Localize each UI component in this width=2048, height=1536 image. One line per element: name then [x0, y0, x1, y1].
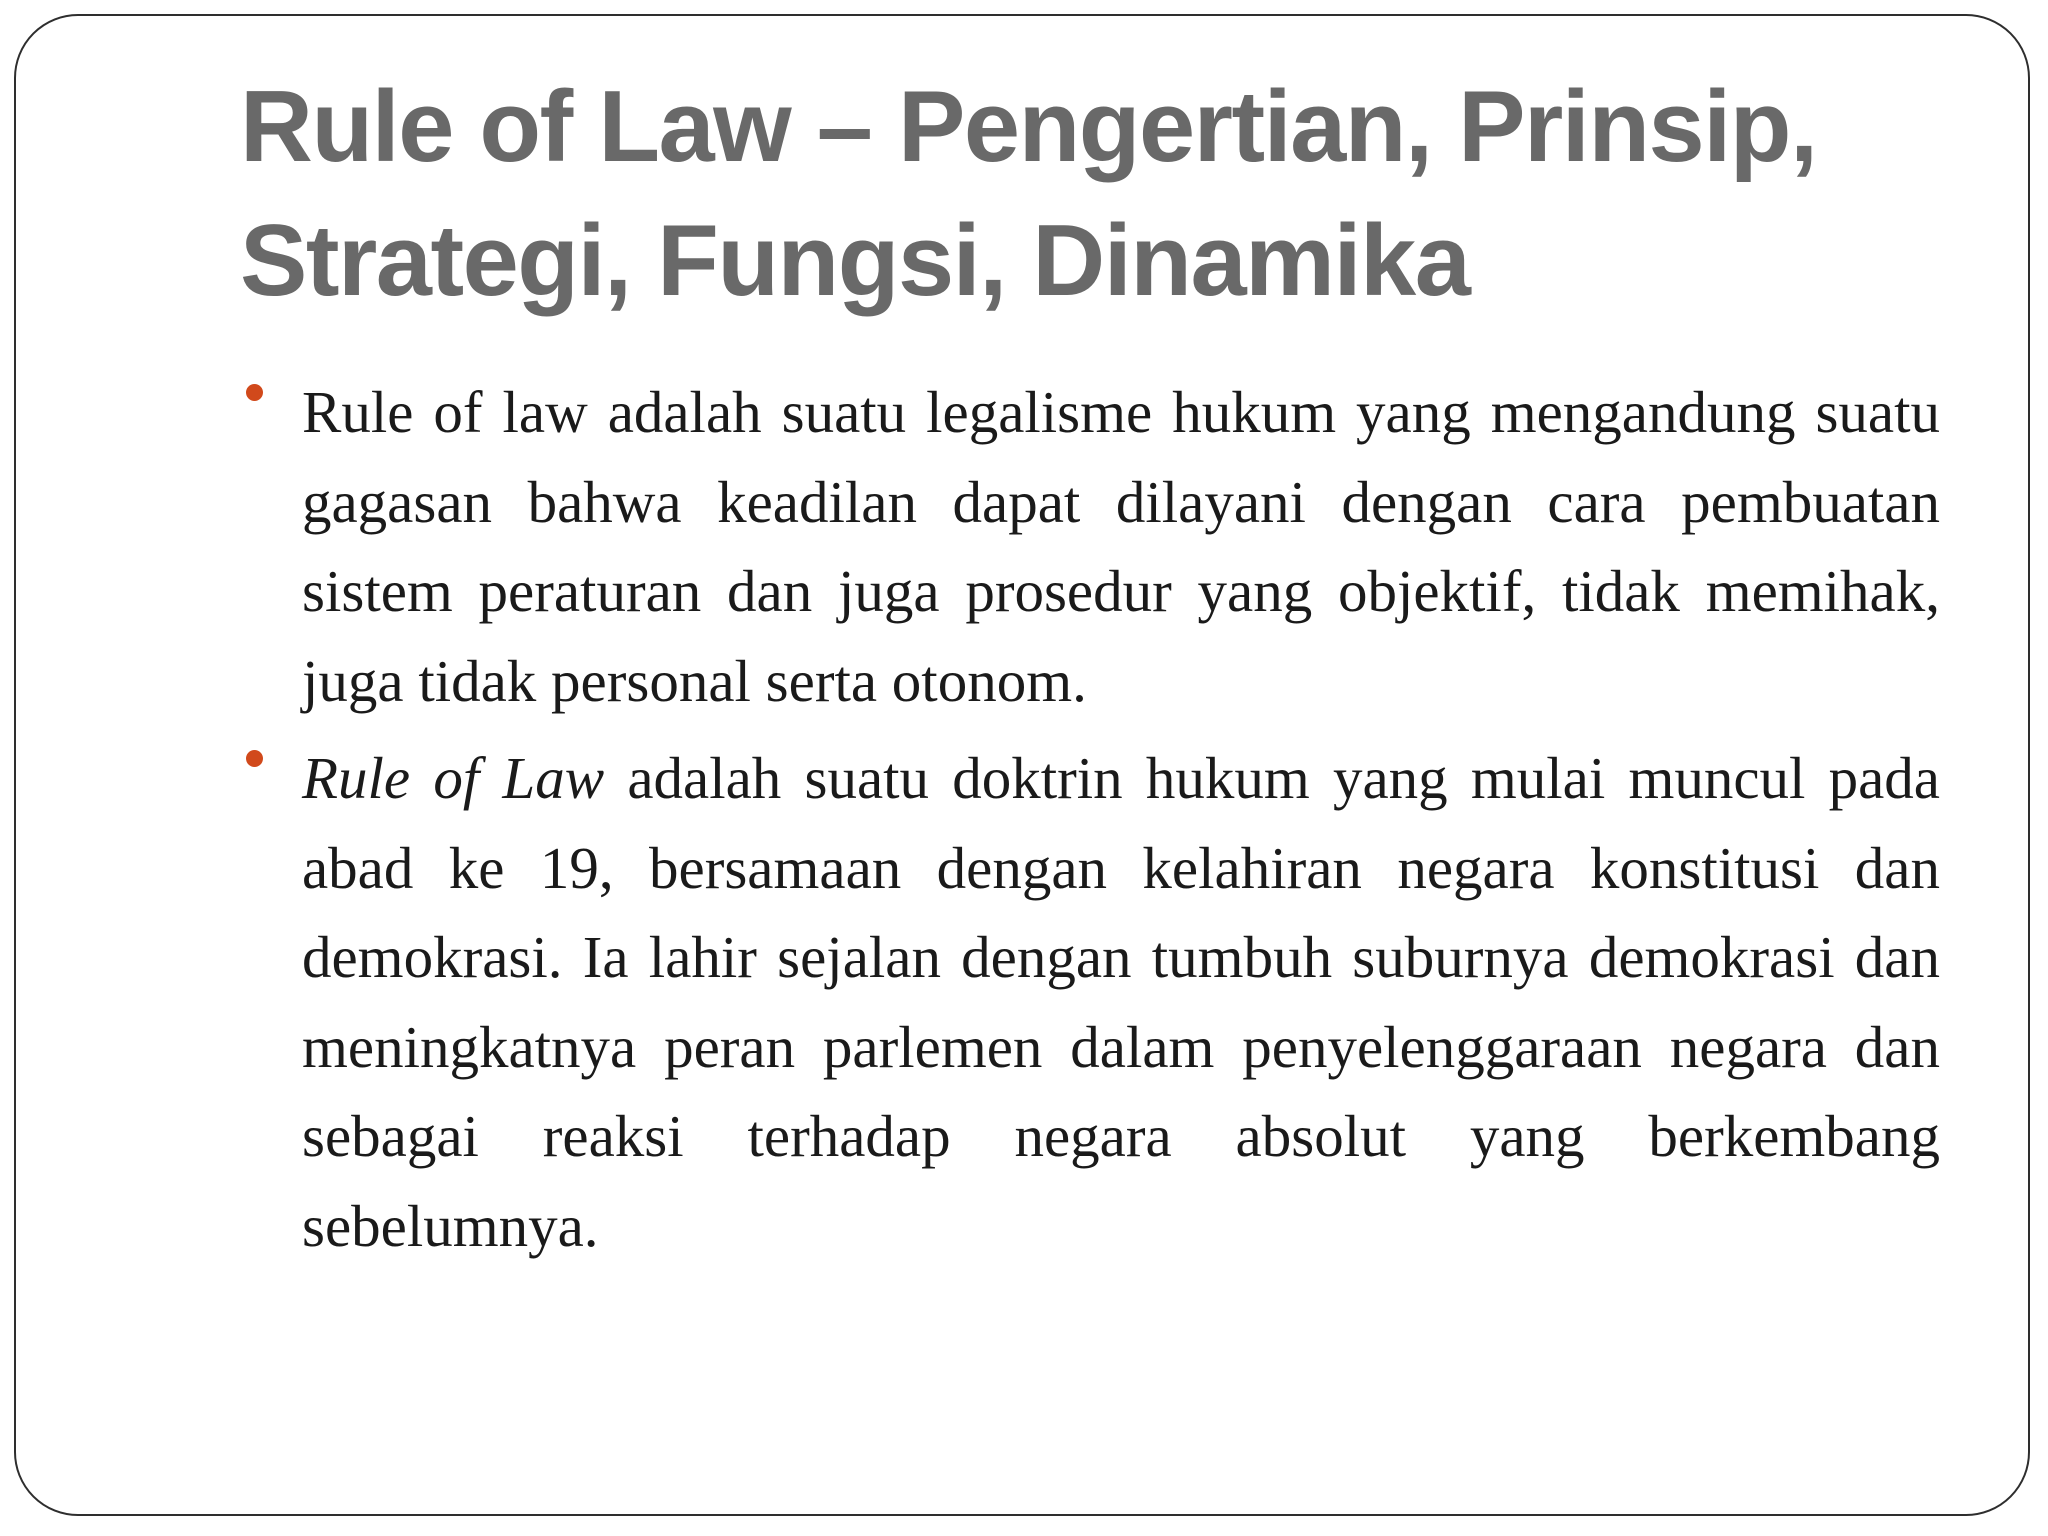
bullet-item	[246, 368, 1940, 726]
bullet-body: Rule of law adalah suatu legalisme hukum yang mengandung suatu gagasan bahwa keadilan dapat dilayani dengan cara pembuatan sistem peraturan dan juga prosedur yang objektif, tidak memihak, juga tidak personal serta otonom.	[302, 379, 1940, 714]
bullet-body: adalah suatu doktrin hukum yang mulai muncul pada abad ke 19, bersamaan dengan kelahiran negara konstitusi dan demokrasi. Ia lahir sejalan dengan tumbuh suburnya demokrasi dan meningkatnya peran parlemen dalam penyelenggaraan negara dan sebagai reaksi terhadap negara absolut yang berkembang sebelumnya.	[302, 745, 1940, 1259]
bullet-dot-icon	[246, 750, 263, 767]
slide-frame	[14, 14, 2030, 1516]
bullet-item	[246, 734, 1940, 1271]
bullet-italic-lead: Rule of Law	[302, 745, 605, 811]
bullet-dot-icon	[246, 384, 263, 401]
slide-title: Rule of Law – Pengertian, Prinsip, Strategi, Fungsi, Dinamika	[240, 71, 1817, 317]
bullet-text	[302, 734, 1940, 1271]
bullet-list	[246, 368, 1940, 1279]
bullet-text	[302, 368, 1940, 726]
